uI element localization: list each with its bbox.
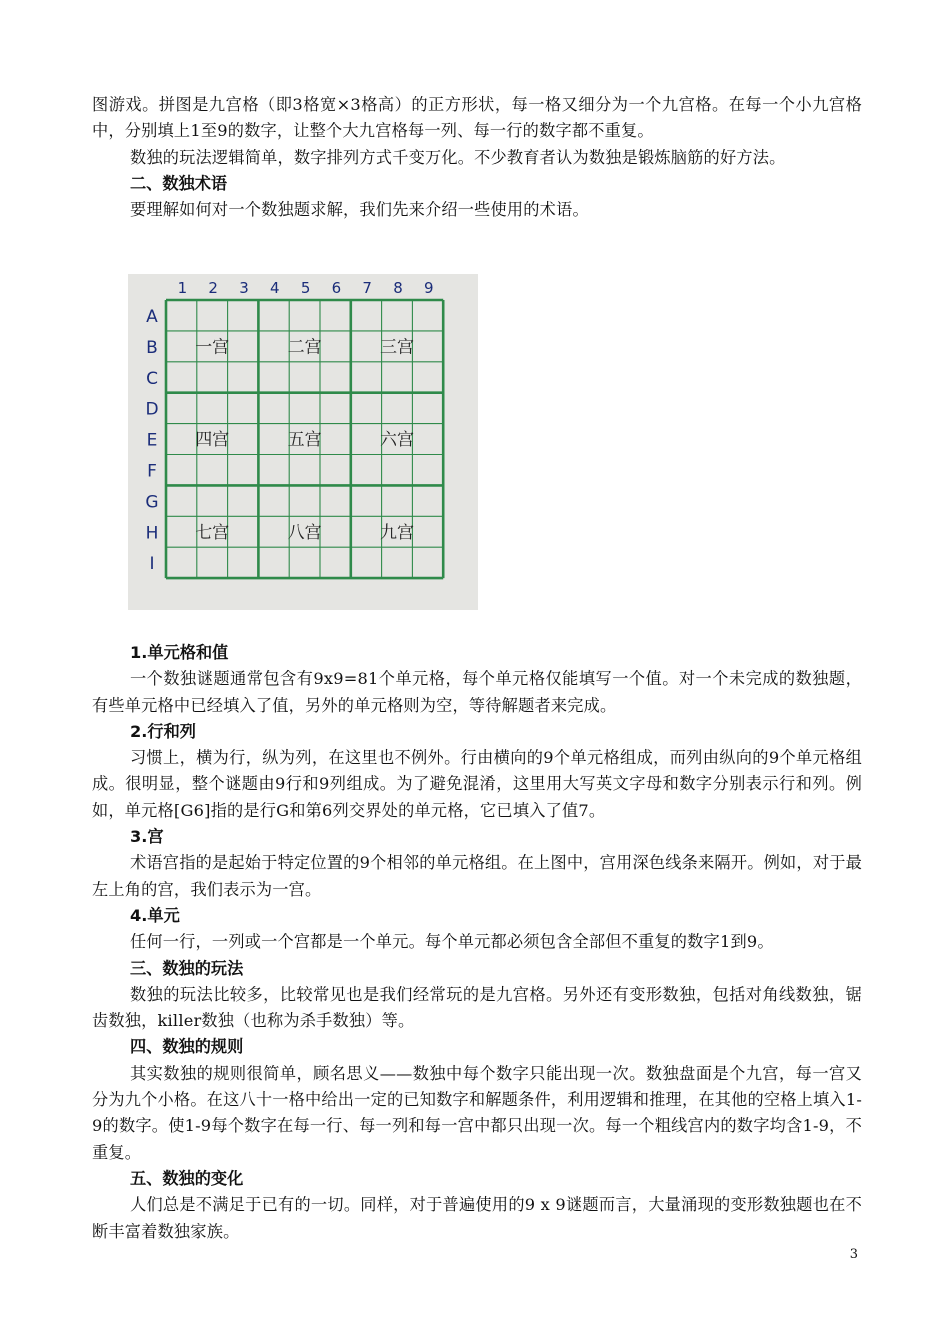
box-label: 五宫 <box>287 430 322 451</box>
column-label: 4 <box>270 279 280 297</box>
box-label: 八宫 <box>287 522 322 543</box>
sudoku-grid-svg <box>128 274 478 610</box>
box-label: 三宫 <box>380 337 414 358</box>
term-4-heading: 4.单元 <box>130 905 180 925</box>
column-label: 9 <box>424 279 434 297</box>
box-label: 六宫 <box>380 430 414 451</box>
row-label: H <box>145 523 159 544</box>
section-4-text: 其实数独的规则很简单，顾名思义——数独中每个数字只能出现一次。数独盘面是个九宫，每一宫又分为九个小格。在这八十一格中给出一定的已知数字和解题条件，利用逻辑和推理，在其他的空格上填入1-9的数字。使1-9每个数字在每一行、每一列和每一宫中都只出现一次。每一个粗线宫内的数字均含1-9，不重复。 <box>92 1063 862 1162</box>
intro-paragraph-2: 数独的玩法逻辑简单，数字排列方式千变万化。不少教育者认为数独是锻炼脑筋的好方法。 <box>130 147 786 167</box>
column-label: 6 <box>331 279 342 297</box>
row-label: B <box>146 337 158 358</box>
term-4-text: 任何一行，一列或一个宫都是一个单元。每个单元都必须包含全部但不重复的数字1到9。 <box>130 932 774 952</box>
section-3-heading: 三、数独的玩法 <box>130 958 244 978</box>
page-number: 3 <box>849 1247 858 1262</box>
intro-block <box>92 92 862 223</box>
row-label: C <box>146 368 158 389</box>
row-label: D <box>145 399 159 420</box>
row-label: E <box>146 430 158 451</box>
column-label: 5 <box>300 279 311 297</box>
column-label: 3 <box>239 279 249 297</box>
row-label: F <box>147 461 157 482</box>
terms-block <box>92 640 862 1245</box>
section-5-text: 人们总是不满足于已有的一切。同样，对于普遍使用的9 x 9谜题而言，大量涌现的变形数独题也在不断丰富着数独家族。 <box>92 1195 862 1241</box>
box-label: 七宫 <box>195 522 230 543</box>
intro-paragraph-1: 图游戏。拼图是九宫格（即3格宽×3格高）的正方形状，每一格又细分为一个九宫格。在每一个小九宫格中，分别填上1至9的数字，让整个大九宫格每一列、每一行的数字都不重复。 <box>92 95 862 141</box>
term-2-heading: 2.行和列 <box>130 721 196 741</box>
section-3-text: 数独的玩法比较多，比较常见也是我们经常玩的是九宫格。另外还有变形数独，包括对角线数独，锯齿数独，killer数独（也称为杀手数独）等。 <box>92 984 862 1031</box>
section-5-heading: 五、数独的变化 <box>130 1168 244 1188</box>
row-label: I <box>149 554 155 575</box>
term-3-heading: 3.宫 <box>130 827 164 847</box>
column-label: 8 <box>393 279 403 297</box>
term-1-heading: 1.单元格和值 <box>130 643 229 662</box>
sudoku-grid-photo <box>128 274 478 610</box>
column-label: 2 <box>208 279 218 297</box>
box-label: 二宫 <box>287 337 322 358</box>
section-2-heading: 二、数独术语 <box>130 173 228 193</box>
term-1-text: 一个数独谜题通常包含有9x9=81个单元格，每个单元格仅能填写一个值。对一个未完成的数独题，有些单元格中已经填入了值，另外的单元格则为空，等待解题者来完成。 <box>92 669 862 715</box>
box-label: 四宫 <box>195 430 230 451</box>
term-2-text: 习惯上，横为行，纵为列，在这里也不例外。行由横向的9个单元格组成，而列由纵向的9个单元格组成。很明显，整个谜题由9行和9列组成。为了避免混淆，这里用大写英文字母和数字分别表示行和列。例如，单元格[G6]指的是行G和第6列交界处的单元格，它已填入了值7。 <box>92 748 862 820</box>
box-label: 一宫 <box>195 337 230 358</box>
box-label: 九宫 <box>380 522 414 543</box>
section-2-text: 要理解如何对一个数独题求解，我们先来介绍一些使用的术语。 <box>130 200 589 220</box>
column-label: 7 <box>362 279 372 297</box>
row-label: G <box>145 492 159 513</box>
column-label: 1 <box>177 279 188 297</box>
term-3-text: 术语宫指的是起始于特定位置的9个相邻的单元格组。在上图中，宫用深色线条来隔开。例如，对于最左上角的宫，我们表示为一宫。 <box>92 853 862 899</box>
row-label: A <box>146 307 158 327</box>
section-4-heading: 四、数独的规则 <box>130 1037 244 1057</box>
